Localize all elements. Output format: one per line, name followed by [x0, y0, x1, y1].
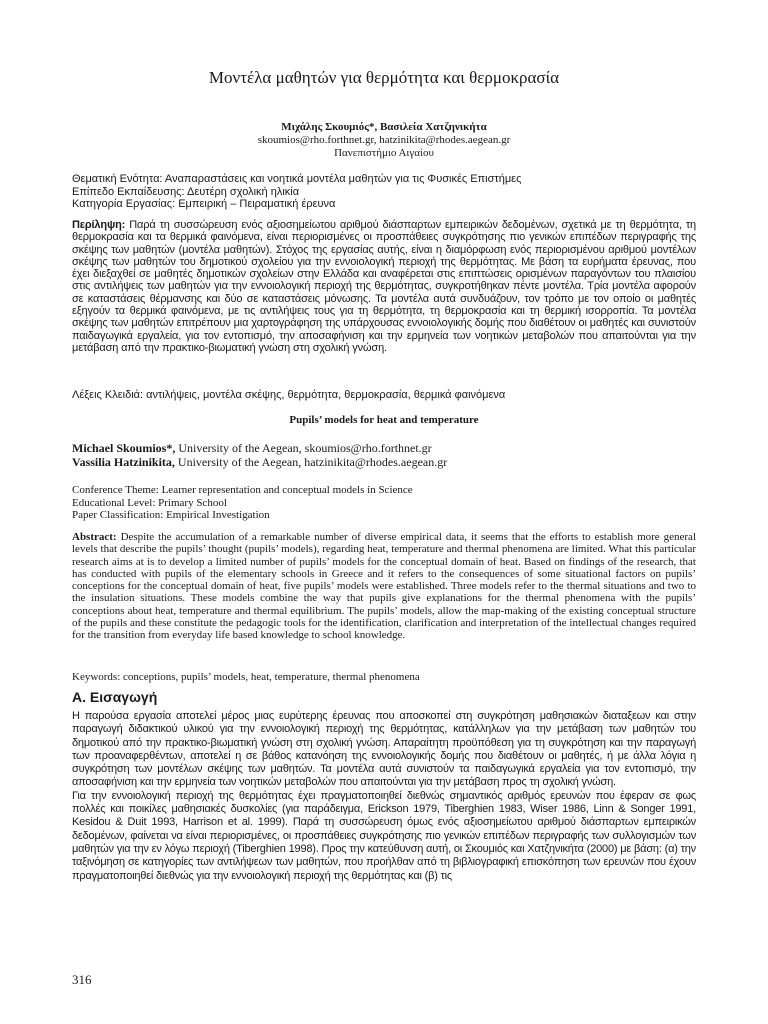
page-number: 316 — [72, 972, 92, 987]
meta-classification-en: Paper Classification: Empirical Investigation — [72, 509, 270, 521]
author-en-2-name: Vassilia Hatzinikita, — [72, 455, 175, 469]
meta-level-en: Educational Level: Primary School — [72, 496, 227, 509]
author-en-2-detail: University of the Aegean, hatzinikita@rhodes.aegean.gr — [174, 455, 448, 469]
authors-greek: Μιχάλης Σκουμιός*, Βασιλεία Χατζηνικήτα — [281, 121, 487, 133]
meta-theme-en: Conference Theme: Learner representation and conceptual models in Science — [72, 484, 413, 496]
english-title: Pupils’ models for heat and temperature — [289, 414, 479, 426]
author-en-1-name: Michael Skoumios*, — [72, 441, 176, 455]
meta-theme-gr: Θεματική Ενότητα: Αναπαραστάσεις και νοητικά μοντέλα μαθητών για τις Φυσικές Επιστήμες — [72, 173, 522, 185]
body-paragraph: Για την εννοιολογική περιοχή της θερμότητας έχει πραγματοποιηθεί διεθνώς σημαντικός αριθμός ερευνών που έφεραν σε φως πολλές και ποικίλες μαθησιακές δυσκολίες (για παράδειγμα, Erickson 1979, Tiberghien 1983, Wiser 1986, Linn & Songer 1991, Kesidou & Duit 1993, Harrison et al. 1999). Παρά τη συσσώρευση όμως ενός αξιοσημείωτου αριθμού διάσπαρτων εμπειρικών δεδομένων, φαίνεται να είναι περιορισμένες, οι προσπάθειες συγκρότησης πιο γενικών επιπέδων περιγραφής των συλλογισμών των μαθητών για την εν λόγω περιοχή (Tiberghien 1998). Προς την κατεύθυνση αυτή, οι Σκουμιός και Χατζηνικήτα (2000) με βάση: (α) την ταξινόμηση σε κατηγορίες των αντιλήψεων των μαθητών, που προήλθαν από τη βιβλιογραφική επισκόπηση των ερευνών που έχουν πραγματοποιηθεί διεθνώς για την εννοιολογική περιοχή της θερμότητας και (β) τις — [72, 789, 696, 882]
author-en-2 — [72, 455, 696, 469]
section-heading: Α. Εισαγωγή — [72, 689, 158, 705]
metadata-greek — [72, 173, 696, 211]
keywords-greek: Λέξεις Κλειδιά: αντιλήψεις, μοντέλα σκέψης, θερμότητα, θερμοκρασία, θερμικά φαινόμενα — [72, 389, 506, 401]
abstract-label-gr: Περίληψη: — [72, 219, 126, 231]
meta-level-gr: Επίπεδο Εκπαίδευσης: Δευτέρη σχολική ηλικία — [72, 185, 300, 198]
meta-category-gr: Κατηγορία Εργασίας: Εμπειρική – Πειραματική έρευνα — [72, 198, 336, 210]
authors-english — [72, 441, 696, 469]
metadata-english — [72, 484, 696, 522]
body-paragraph: Η παρούσα εργασία αποτελεί μέρος μιας ευρύτερης έρευνας που αποσκοπεί στη συγκρότηση μαθησιακών διαταξεων και στην παραγωγή διδακτικού υλικού για την εννοιολογική περιοχή της θερμότητας, κατάλληλων για την μετάβαση των μαθητών του δημοτικού από την πρακτικο-βιωματική γνώση στη σχολική γνώση. Απαραίτητη προϋπόθεση για τη συγκρότηση και την παραγωγή των προαναφερθέντων, αποτελεί η σε βάθος κατανόηση της εννοιολογικής δομής που διαθέτουν οι μαθητές, ή με άλλα λόγια η συγκρότηση των μοντέλων σκέψης των μαθητών. Τα μοντέλα αυτά συνιστούν τα παιδαγωγικά εργαλεία για τον εντοπισμό, την αποσαφήνιση και την ερμηνεία των νοητικών μεταβολών που απαιτούνται για την μετάβαση προς τη σχολική γνώση. — [72, 710, 696, 789]
body-text — [72, 710, 696, 883]
author-en-1-detail: University of the Aegean, skoumios@rho.forthnet.gr — [175, 441, 432, 455]
abstract-label-en: Abstract: — [72, 531, 117, 543]
keywords-english: Keywords: conceptions, pupils’ models, heat, temperature, thermal phenomena — [72, 671, 420, 683]
abstract-text-en: Despite the accumulation of a remarkable number of diverse empirical data, it seems that the efforts to establish more general levels that describe the pupils’ thought (pupils’ models), regarding heat, temperature and thermal phenomena are limited. What this particular research aims at is to develop a limited number of pupils’ models for the conceptual domain of heat. Based on findings of the research, that has conducted with pupils of the elementary schools in Greece and it refers to the consequences of some situational factors on pupils’ conceptions for the conceptual domain of heat, five pupils’ models were established. Three models refer to the thermal situations and two to the insulation situations. These models combine the way that pupils give explanations for the thermal phenomena with the pupils’ conceptions about heat, temperature and thermal equilibrium. The pupils’ models, allow the map-making of the existing conceptual structure of the pupils and these constitute the pedagogic tools for the identification, clarification and interpretation of the intellectual changes required for the transition from everyday life based knowledge to school knowledge. — [72, 531, 696, 642]
author-en-1 — [72, 441, 696, 455]
abstract-english — [72, 531, 696, 642]
abstract-text-gr: Παρά τη συσσώρευση ενός αξιοσημείωτου αριθμού διάσπαρτων εμπειρικών δεδομένων, σχετικά με τη θερμότητα, τη θερμοκρασία και τα θερμικά φαινόμενα, είναι περιορισμένες οι προσπάθειες συγκρότησης πιο γενικών επιπέδων περιγραφής της σκέψης των μαθητών (μοντέλα μαθητών). Στόχος της εργασίας αυτής, είναι η διαμόρφωση ενός περιορισμένου αριθμού μοντέλων σκέψης των μαθητών του δημοτικού σχολείου για την εννοιολογική περιοχή της θερμότητας. Με βάση τα ευρήματα έρευνας, που έχει διεξαχθεί σε μαθητές δημοτικών σχολείων στην Ελλάδα και αναφέρεται στις επιπτώσεις ορισμένων παραγόντων του πλαισίου στις αντιλήψεις των μαθητών για την εννοιολογική περιοχή της θερμότητας, συγκροτήθηκαν πέντε μοντέλα. Τρία μοντέλα αφορούν σε καταστάσεις θέρμανσης και δύο σε καταστάσεις μόνωσης. Τα μοντέλα αυτά συνδυάζουν, τον τρόπο με τον οποίο οι μαθητές εξηγούν τα θερμικά φαινόμενα, με τις αντιλήψεις τους για τη θερμότητα, τη θερμοκρασία και τη θερμική ισορροπία. Τα μοντέλα σκέψης των μαθητών επιτρέπουν μια χαρτογράφηση της υπάρχουσας εννοιολογικής δομής που διαθέτουν οι μαθητές και συνιστούν παιδαγωγικά εργαλεία, για τον εντοπισμό, την αποσαφήνιση και την ερμηνεία των νοητικών μεταβολών που απαιτούνται για την μετάβαση από την πρακτικο-βιωματική γνώση στη σχολική γνώση. — [72, 219, 697, 354]
paper-title: Μοντέλα μαθητών για θερμότητα και θερμοκρασία — [208, 68, 560, 87]
abstract-greek — [72, 219, 696, 354]
author-emails: skoumios@rho.forthnet.gr, hatzinikita@rhodes.aegean.gr — [257, 134, 511, 146]
affiliation: Πανεπιστήμιο Αιγαίου — [334, 147, 434, 159]
